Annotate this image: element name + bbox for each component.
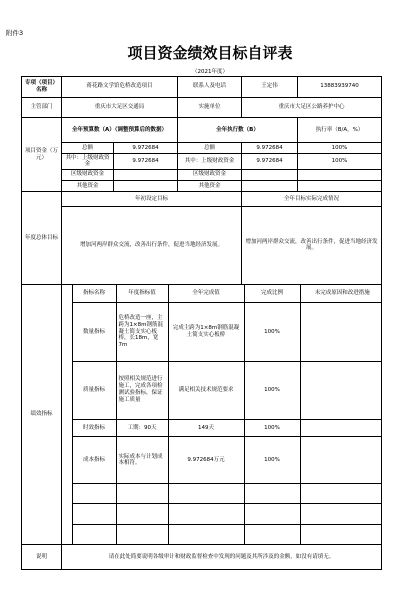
indicator-actual: 满足相关技术规范要求 xyxy=(168,361,244,419)
self-evaluation-table xyxy=(21,76,382,570)
project-name-value: 蒋花路文学馆危桥改造项目 xyxy=(62,77,178,98)
indicator-empty-cell xyxy=(72,484,116,504)
indicator-ratio: 100% xyxy=(244,419,300,437)
report-year: （2021年度） xyxy=(192,69,228,75)
funds-row-label: 区级财政资金 xyxy=(62,169,114,180)
goals-planned-header: 年初设定目标 xyxy=(62,192,242,206)
indicator-spacer xyxy=(64,524,72,544)
indicator-reason xyxy=(300,361,382,419)
indicator-empty-cell xyxy=(300,484,382,504)
rate-header: 执行率（B/A，%） xyxy=(298,118,382,143)
contact-label: 联系人及电话 xyxy=(178,77,242,98)
unit-label: 实施单位 xyxy=(178,97,242,118)
indicator-spacer xyxy=(64,437,72,484)
dept-label: 主管部门 xyxy=(22,97,62,118)
funds-row-rate xyxy=(298,180,382,191)
exec-header: 全年执行数（B） xyxy=(178,118,298,143)
indicator-name: 时效指标 xyxy=(72,419,116,437)
funds-row-rate: 100% xyxy=(298,143,382,154)
goals-label: 年度总体目标 xyxy=(22,192,62,285)
goals-actual-header: 全年目标实际完成情况 xyxy=(242,192,382,206)
funds-row-exec xyxy=(242,180,298,191)
indicator-empty-cell xyxy=(300,524,382,544)
indicators-table xyxy=(64,285,382,544)
funds-row-exec-label: 其中：上级财政资金 xyxy=(178,154,242,169)
funds-row-exec: 9.972684 xyxy=(242,154,298,169)
goals-actual-text: 增加河两岸群众交流，改善出行条件，促进当地经济发展。 xyxy=(242,206,382,284)
indicator-ratio: 100% xyxy=(244,361,300,419)
indicator-empty-cell xyxy=(300,504,382,524)
funds-row-exec-label: 区级财政资金 xyxy=(178,169,242,180)
budget-header: 全年预算数（A）（调整预算后的数据） xyxy=(62,118,178,143)
dept-value: 重庆市大足区交通局 xyxy=(62,97,178,118)
contact-name: 王定伟 xyxy=(242,77,298,98)
notes-text: 请在此处简要说明各级审计和财政监督检查中发现的问题及其所涉及的金额，如没有请填无。 xyxy=(62,545,382,570)
annex-label: 附件3 xyxy=(6,29,24,37)
funds-row-label: 总额 xyxy=(62,143,114,154)
indicator-empty-cell xyxy=(244,524,300,544)
project-name-label: 专项（项目）名称 xyxy=(22,77,62,98)
indicator-target-header: 年度指标值 xyxy=(116,285,168,303)
indicator-empty-cell xyxy=(116,504,168,524)
funds-row-exec-label: 总额 xyxy=(178,143,242,154)
indicator-empty-cell xyxy=(168,524,244,544)
indicator-spacer xyxy=(64,285,72,303)
indicator-target: 按照相关规范进行施工，完成各项检测试验指标，保证施工质量 xyxy=(116,361,168,419)
indicator-name: 成本指标 xyxy=(72,437,116,484)
indicator-spacer xyxy=(64,504,72,524)
funds-row-budget: 9.972684 xyxy=(114,154,178,169)
funds-row-budget xyxy=(114,169,178,180)
indicator-empty-cell xyxy=(116,484,168,504)
notes-label: 说明 xyxy=(22,545,62,570)
funds-row-rate xyxy=(298,169,382,180)
indicator-target: 危桥改造一座，主跨为1×8m钢筋混凝土简支实心板桥，长18m，宽7m xyxy=(116,303,168,361)
indicator-name: 质量指标 xyxy=(72,361,116,419)
indicator-target: 实际成本与计划成本相符。 xyxy=(116,437,168,484)
page-title: 项目资金绩效目标自评表 xyxy=(127,44,293,62)
funds-row-budget: 9.972684 xyxy=(114,143,178,154)
funds-row-budget xyxy=(114,180,178,191)
indicator-actual: 9.972684万元 xyxy=(168,437,244,484)
indicator-empty-cell xyxy=(168,504,244,524)
indicator-empty-cell xyxy=(72,504,116,524)
indicator-actual-header: 全年完成值 xyxy=(168,285,244,303)
indicator-actual: 完成主跨为1×8m钢筋混凝土简支实心板桥 xyxy=(168,303,244,361)
funds-row-label: 其中：上级财政资金 xyxy=(62,154,114,169)
funds-row-exec-label: 其他资金 xyxy=(178,180,242,191)
indicator-name-header: 指标名称 xyxy=(72,285,116,303)
indicator-empty-cell xyxy=(72,524,116,544)
indicator-name: 数量指标 xyxy=(72,303,116,361)
indicator-ratio-header: 完成比例 xyxy=(244,285,300,303)
indicator-reason xyxy=(300,437,382,484)
indicator-reason-header: 未完成原因和改进措施 xyxy=(300,285,382,303)
indicator-spacer xyxy=(64,303,72,361)
indicator-empty-cell xyxy=(168,484,244,504)
indicator-empty-cell xyxy=(116,524,168,544)
indicator-target: 工期：90天 xyxy=(116,419,168,437)
contact-phone: 13883939740 xyxy=(298,77,382,98)
funds-row-rate: 100% xyxy=(298,154,382,169)
indicator-spacer xyxy=(64,419,72,437)
indicator-empty-cell xyxy=(244,504,300,524)
indicator-reason xyxy=(300,303,382,361)
funds-label: 项目资金（万元） xyxy=(22,118,62,192)
unit-value: 重庆市大足区公路养护中心 xyxy=(242,97,382,118)
funds-row-exec xyxy=(242,169,298,180)
indicator-spacer xyxy=(64,361,72,419)
goals-planned-text: 增加河两岸群众交流，改善出行条件，促进当地经济发展。 xyxy=(62,206,242,284)
indicator-empty-cell xyxy=(244,484,300,504)
funds-row-label: 其他资金 xyxy=(62,180,114,191)
indicator-spacer xyxy=(64,484,72,504)
indicators-label: 绩效指标 xyxy=(22,285,62,545)
indicator-ratio: 100% xyxy=(244,303,300,361)
indicator-ratio: 100% xyxy=(244,437,300,484)
indicator-actual: 149天 xyxy=(168,419,244,437)
indicator-reason xyxy=(300,419,382,437)
funds-row-exec: 9.972684 xyxy=(242,143,298,154)
